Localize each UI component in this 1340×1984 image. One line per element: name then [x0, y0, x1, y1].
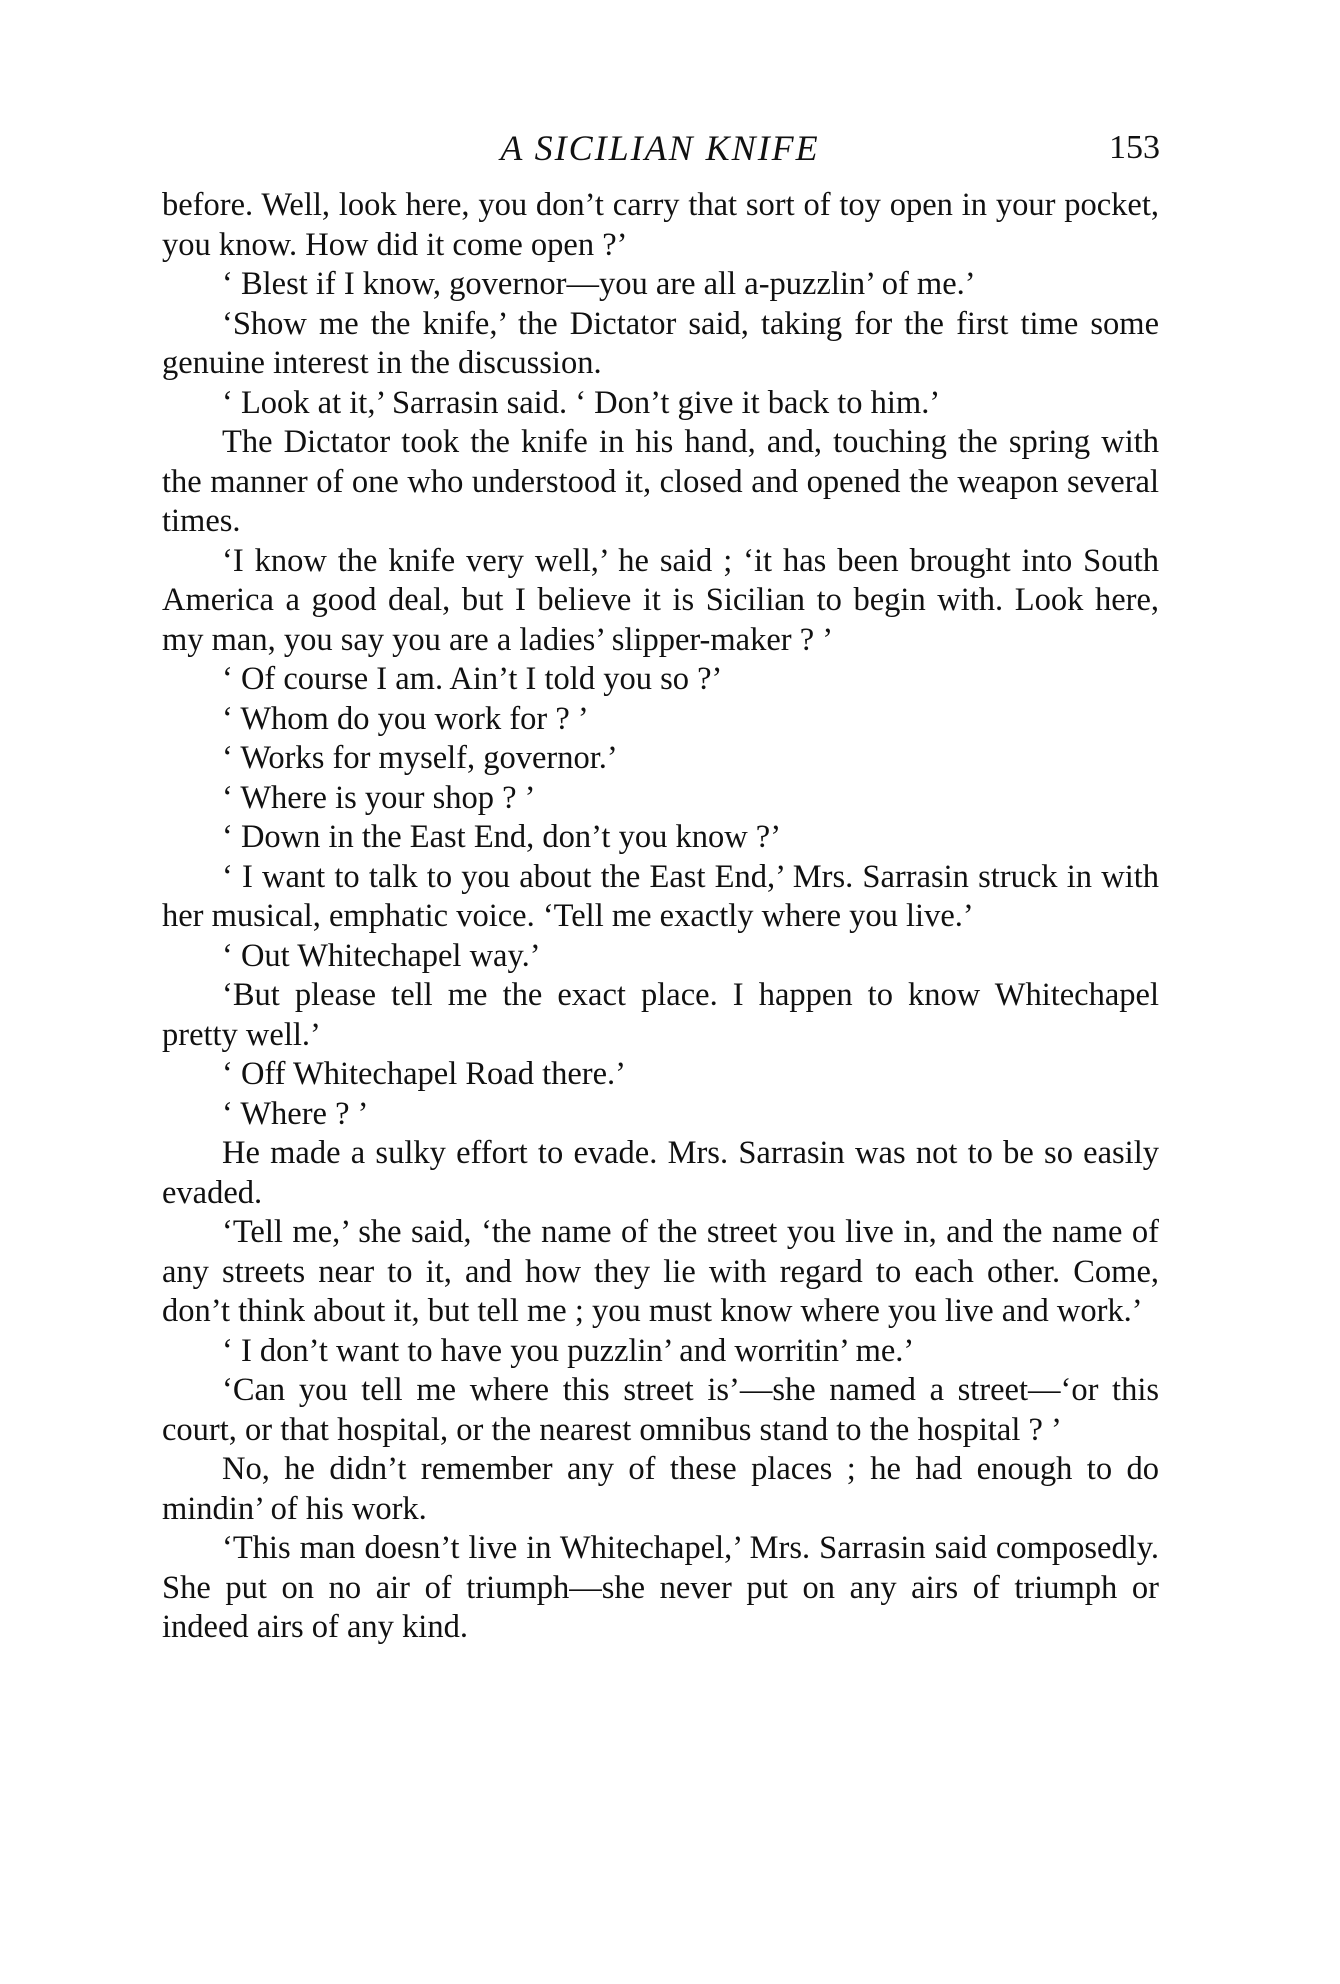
paragraph: ‘Tell me,’ she said, ‘the name of the street you live in, and the name of any streets near to it, and how they lie with regard to each other. Come, don’t think about it, but tell me ; you must know where you live and work.’	[162, 1214, 1159, 1329]
paragraph: before. Well, look here, you don’t carry that sort of toy open in your pocket, you know. How did it come open ?’	[162, 187, 1159, 263]
paragraph: ‘ Where ? ’	[222, 1095, 369, 1132]
paragraph: ‘ Down in the East End, don’t you know ?’	[222, 819, 782, 855]
body-text	[162, 186, 1159, 1648]
paragraph: ‘Can you tell me where this street is’—she named a street—‘or this court, or that hospital, or the nearest omnibus stand to the hospital ? ’	[162, 1372, 1159, 1448]
paragraph: ‘But please tell me the exact place. I happen to know Whitechapel pretty well.’	[162, 977, 1159, 1053]
running-head	[160, 128, 1160, 168]
paragraph: ‘ I want to talk to you about the East End,’ Mrs. Sarrasin struck in with her musical, emphatic voice. ‘Tell me exactly where you live.’	[162, 858, 1159, 934]
paragraph: ‘ Look at it,’ Sarrasin said. ‘ Don’t give it back to him.’	[222, 384, 941, 421]
paragraph: ‘ I don’t want to have you puzzlin’ and worritin’ me.’	[222, 1332, 915, 1369]
paragraph: ‘ Out Whitechapel way.’	[222, 937, 541, 974]
running-title: A SICILIAN KNIFE	[500, 128, 820, 168]
paragraph: ‘ Of course I am. Ain’t I told you so ?’	[222, 661, 723, 697]
paragraph: No, he didn’t remember any of these places ; he had enough to do mindin’ of his work.	[162, 1451, 1159, 1527]
paragraph: ‘ Blest if I know, governor—you are all a-puzzlin’ of me.’	[222, 266, 976, 302]
paragraph: ‘ Off Whitechapel Road there.’	[222, 1056, 626, 1092]
page-number: 153	[1109, 129, 1160, 166]
paragraph: He made a sulky effort to evade. Mrs. Sarrasin was not to be so easily evaded.	[162, 1135, 1159, 1211]
paragraph: ‘ Where is your shop ? ’	[222, 779, 536, 816]
paragraph: ‘Show me the knife,’ the Dictator said, taking for the first time some genuine interest in the discussion.	[162, 305, 1159, 381]
paragraph: ‘ Whom do you work for ? ’	[222, 700, 589, 737]
paragraph: ‘This man doesn’t live in Whitechapel,’ Mrs. Sarrasin said composedly. She put on no air of triumph—she never put on any airs of triumph or indeed airs of any kind.	[162, 1530, 1159, 1645]
paragraph: ‘I know the knife very well,’ he said ; ‘it has been brought into South America a good deal, but I believe it is Sicilian to begin with. Look here, my man, you say you are a ladies’ slipper-maker ? ’	[162, 542, 1159, 658]
paragraph: The Dictator took the knife in his hand, and, touching the spring with the manner of one who understood it, closed and opened the weapon several times.	[162, 424, 1159, 539]
paragraph: ‘ Works for myself, governor.’	[222, 740, 618, 776]
